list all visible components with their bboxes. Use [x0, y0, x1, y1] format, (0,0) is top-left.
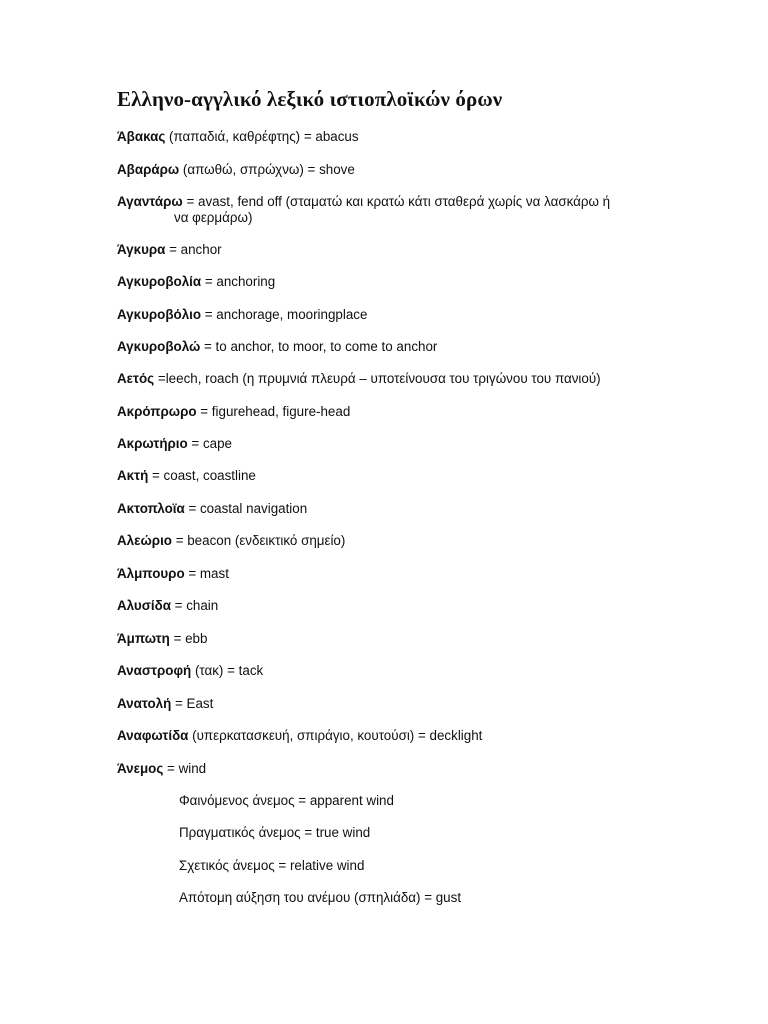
- entry-definition-continuation: να φερμάρω): [174, 210, 253, 225]
- glossary-entry: [117, 728, 482, 744]
- entry-definition: = cape: [187, 436, 233, 451]
- entry-term: Άγκυρα: [117, 242, 166, 257]
- entry-definition: = coast, coastline: [148, 468, 256, 483]
- glossary-subentry: Σχετικός άνεμος = relative wind: [179, 858, 365, 873]
- glossary-entry: [117, 631, 207, 647]
- glossary-entry: [117, 339, 437, 355]
- entry-definition: = avast, fend off (σταματώ και κρατώ κάτι σταθερά χωρίς να λασκάρω ή: [182, 194, 611, 209]
- entry-term: Αγαντάρω: [117, 194, 183, 209]
- entry-term: Αναφωτίδα: [117, 728, 189, 743]
- entry-definition: = wind: [163, 761, 207, 776]
- entry-definition: (παπαδιά, καθρέφτης) = abacus: [165, 129, 359, 144]
- entry-definition: = coastal navigation: [184, 501, 308, 516]
- entry-term: Άλμπουρο: [117, 566, 185, 581]
- glossary-entry: [117, 242, 222, 258]
- entry-definition: (υπερκατασκευή, σπιράγιο, κουτούσι) = decklight: [188, 728, 483, 743]
- entry-term: Ανατολή: [117, 696, 172, 711]
- entry-term: Άμπωτη: [117, 631, 170, 646]
- glossary-subentry: Φαινόμενος άνεμος = apparent wind: [179, 793, 394, 808]
- entry-definition: = East: [171, 696, 214, 711]
- entry-term: Άβακας: [117, 129, 166, 144]
- entry-definition: = mast: [184, 566, 229, 581]
- glossary-entry: [117, 761, 206, 777]
- glossary-subentry: Απότομη αύξηση του ανέμου (σπηλιάδα) = gust: [179, 890, 462, 905]
- glossary-entry: [117, 307, 367, 323]
- entry-definition: = ebb: [169, 631, 208, 646]
- document-title: Ελληνο-αγγλικό λεξικό ιστιοπλοϊκών όρων: [117, 87, 503, 111]
- entry-term: Αλυσίδα: [117, 598, 171, 613]
- entry-term: Ακρωτήριο: [117, 436, 188, 451]
- entry-definition: (τακ) = tack: [191, 663, 264, 678]
- glossary-entry: [117, 566, 229, 582]
- glossary-entry: [117, 696, 213, 712]
- entry-term: Αναστροφή: [117, 663, 192, 678]
- entry-term: Αβαράρω: [117, 162, 180, 177]
- glossary-entry: [117, 501, 307, 517]
- glossary-entry: [117, 129, 359, 145]
- glossary-entry: [117, 404, 350, 420]
- glossary-entry: [117, 274, 275, 290]
- entry-term: Αγκυροβολώ: [117, 339, 201, 354]
- entry-term: Ακρόπρωρο: [117, 404, 197, 419]
- entry-definition: =leech, roach (η πρυμνιά πλευρά – υποτείνουσα του τριγώνου του πανιού): [154, 371, 601, 386]
- entry-definition: = beacon (ενδεικτικό σημείο): [171, 533, 346, 548]
- glossary-entry: [117, 533, 345, 549]
- entry-term: Αγκυροβόλιο: [117, 307, 202, 322]
- entry-definition: = anchoring: [201, 274, 276, 289]
- entry-definition: = anchorage, mooringplace: [201, 307, 368, 322]
- entry-term: Ακτή: [117, 468, 149, 483]
- glossary-entry: [117, 598, 218, 614]
- glossary-entry: [117, 663, 263, 679]
- entry-term: Ακτοπλοϊα: [117, 501, 185, 516]
- entry-definition: (απωθώ, σπρώχνω) = shove: [179, 162, 355, 177]
- entry-term: Αετός: [117, 371, 155, 386]
- entry-term: Άνεμος: [117, 761, 164, 776]
- entry-term: Αλεώριο: [117, 533, 172, 548]
- entry-definition: = anchor: [165, 242, 222, 257]
- glossary-entry: [117, 468, 256, 484]
- glossary-entry: [117, 436, 232, 452]
- entry-definition: = figurehead, figure-head: [196, 404, 351, 419]
- glossary-entry: [117, 162, 355, 178]
- entry-term: Αγκυροβολία: [117, 274, 202, 289]
- entry-definition: = chain: [170, 598, 219, 613]
- entry-definition: = to anchor, to moor, to come to anchor: [200, 339, 438, 354]
- glossary-entry: [117, 194, 610, 226]
- glossary-subentry: Πραγματικός άνεμος = true wind: [179, 825, 371, 840]
- glossary-entry: [117, 371, 601, 387]
